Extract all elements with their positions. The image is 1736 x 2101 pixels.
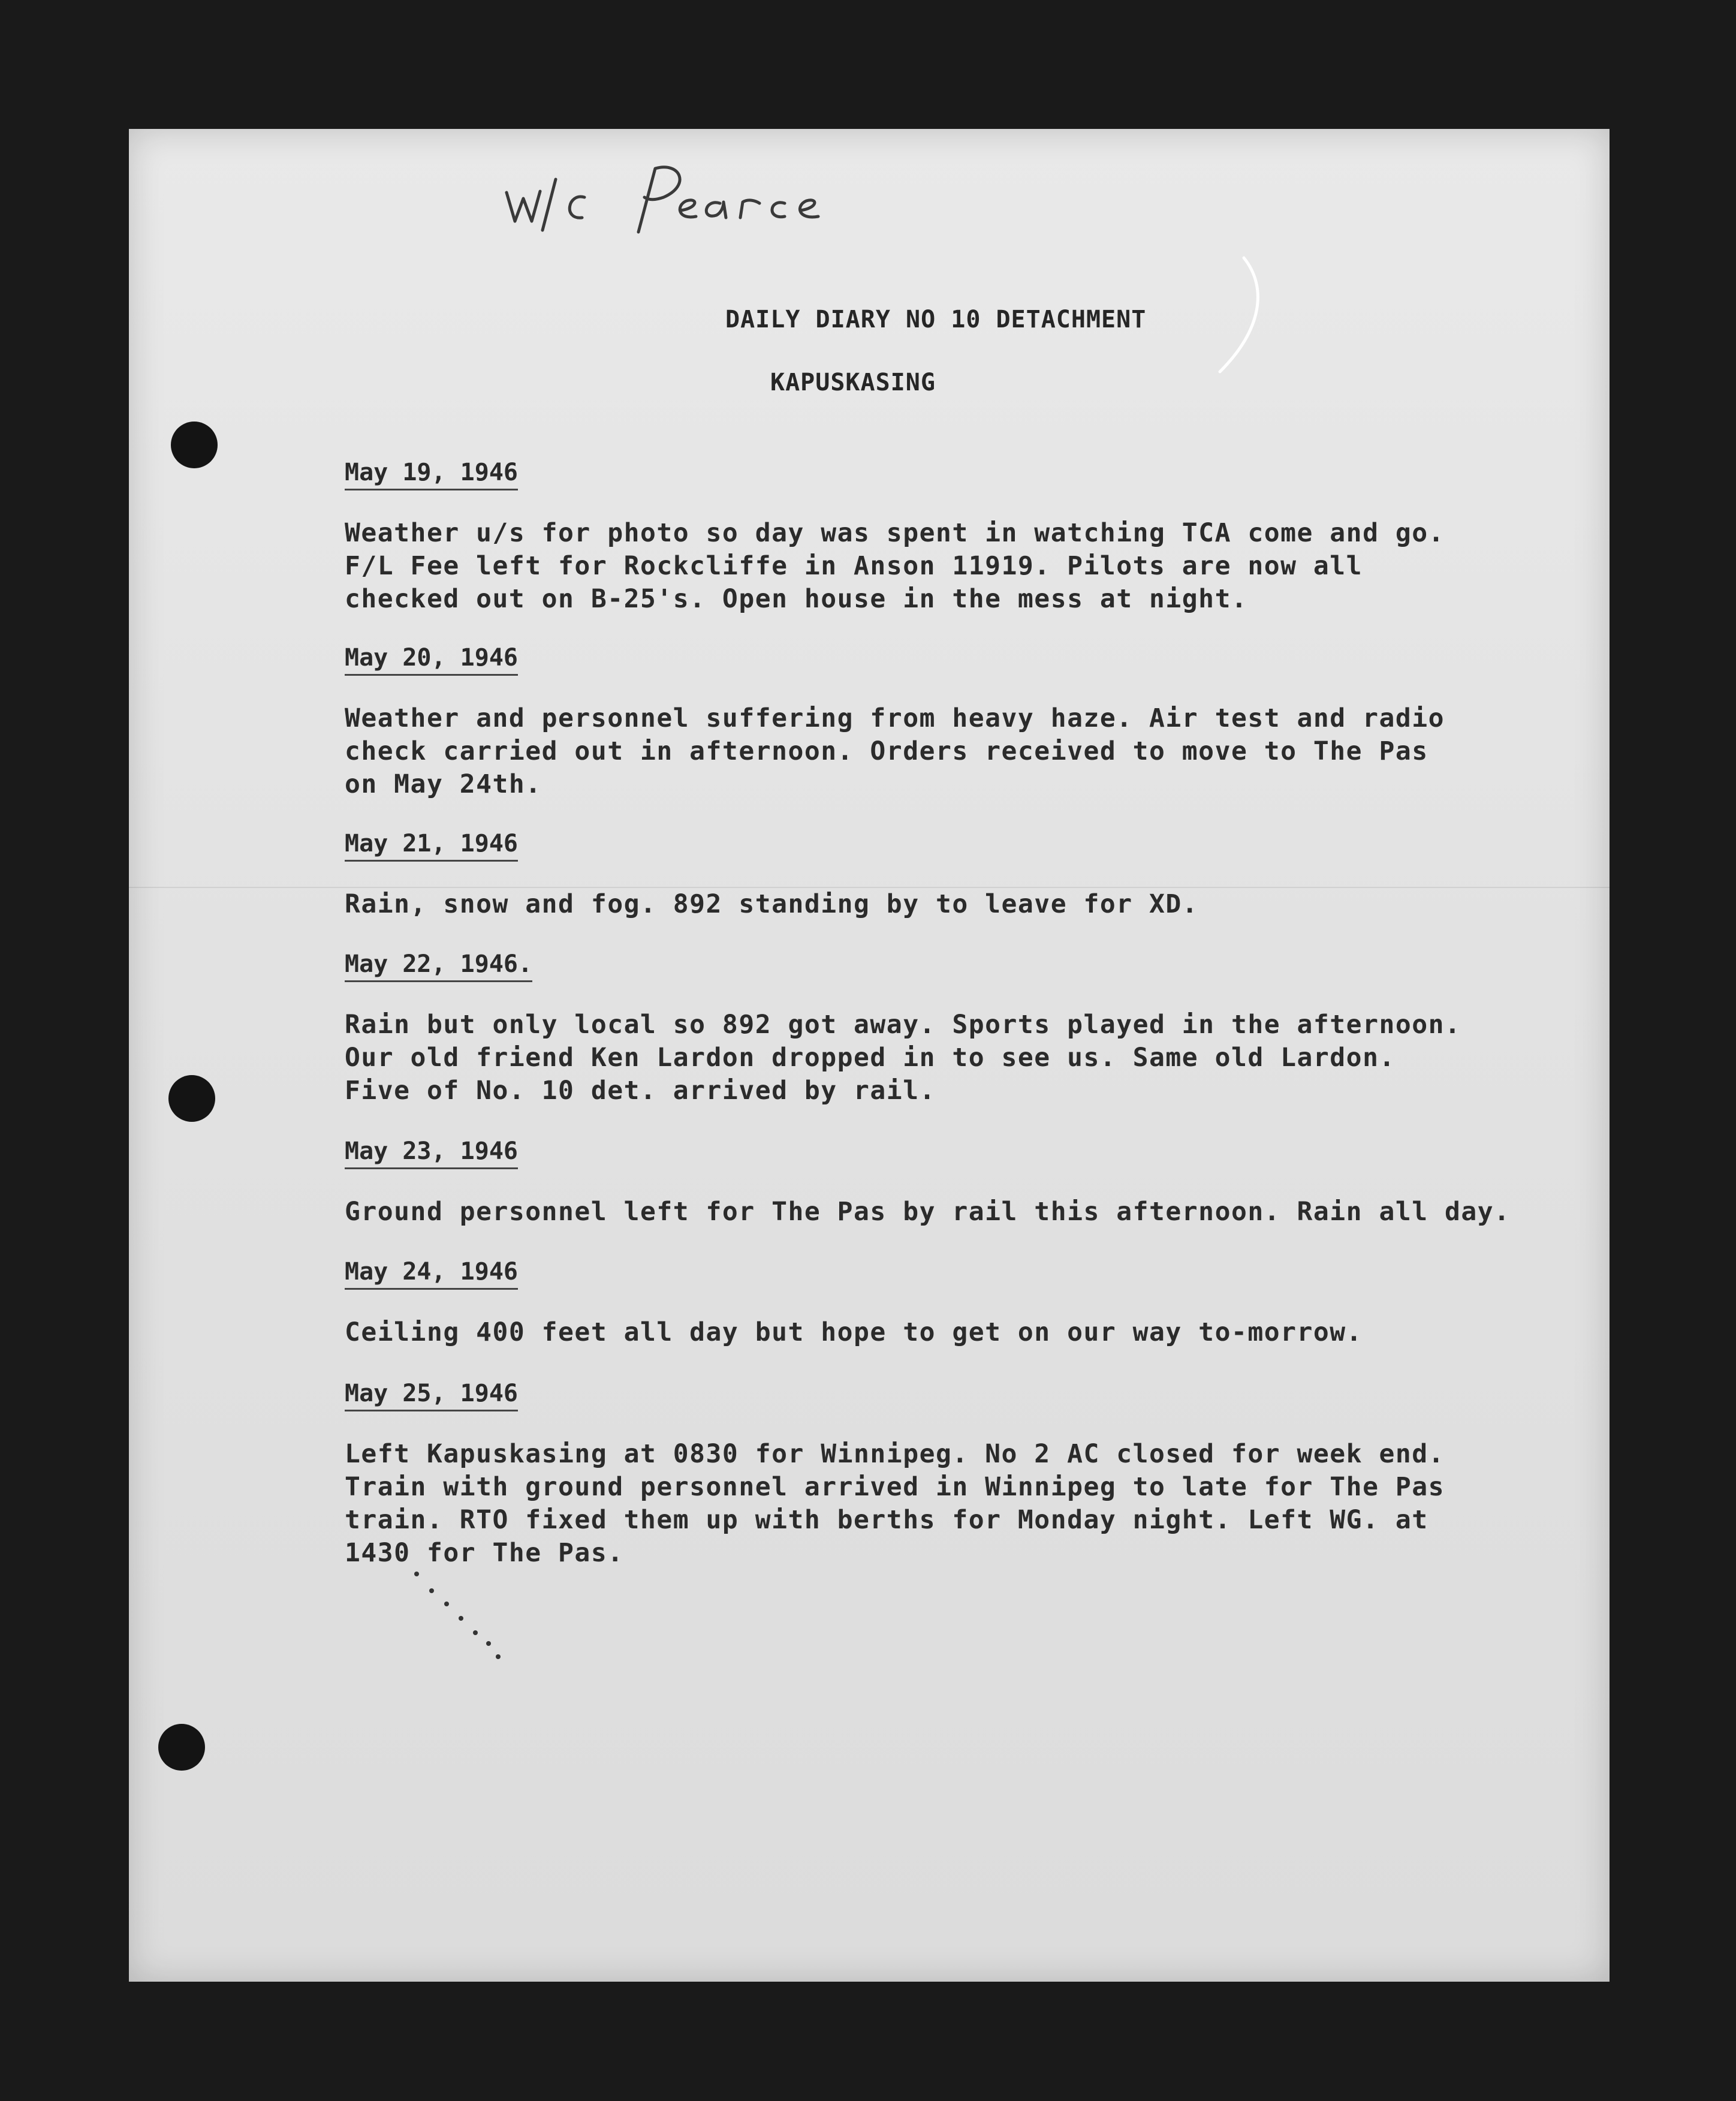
entry-line: on May 24th. [345, 769, 542, 799]
diary-entry [345, 1378, 1544, 1570]
entry-line: Ceiling 400 feet all day but hope to get on our way to-morrow. [345, 1317, 1363, 1347]
entry-body [345, 517, 1544, 616]
entry-date: May 19, 1946 [345, 457, 518, 490]
entry-line: train. RTO fixed them up with berths for Monday night. Left WG. at [345, 1505, 1428, 1535]
diary-entry [345, 457, 1544, 616]
diary-entry [345, 1257, 1544, 1349]
punch-hole-top [171, 422, 218, 468]
entry-date: May 23, 1946 [345, 1136, 518, 1169]
entry-line: Rain but only local so 892 got away. Sports played in the afternoon. [345, 1010, 1461, 1040]
document-title: DAILY DIARY NO 10 DETACHMENT [725, 306, 1147, 333]
entry-line: Weather u/s for photo so day was spent in watching TCA come and go. [345, 518, 1445, 548]
entry-body [345, 1438, 1544, 1570]
entry-line: Train with ground personnel arrived in Winnipeg to late for The Pas [345, 1472, 1445, 1502]
entry-body [345, 1009, 1544, 1107]
entry-line: checked out on B-25's. Open house in the mess at night. [345, 584, 1248, 614]
entry-line: Left Kapuskasing at 0830 for Winnipeg. No 2 AC closed for week end. [345, 1439, 1445, 1469]
entry-body [345, 702, 1544, 801]
entry-line: Rain, snow and fog. 892 standing by to leave for XD. [345, 889, 1199, 919]
entry-date: May 25, 1946 [345, 1378, 518, 1411]
entry-date: May 24, 1946 [345, 1257, 518, 1290]
entry-date: May 20, 1946 [345, 643, 518, 676]
punch-hole-middle [168, 1075, 215, 1122]
diary-entry [345, 949, 1544, 1107]
diary-entry [345, 1136, 1544, 1229]
entry-line: F/L Fee left for Rockcliffe in Anson 11919. Pilots are now all [345, 551, 1363, 581]
entry-line: Five of No. 10 det. arrived by rail. [345, 1076, 936, 1106]
entry-body [345, 1316, 1544, 1349]
diary-entry [345, 829, 1544, 921]
entry-line: Weather and personnel suffering from heavy haze. Air test and radio [345, 703, 1445, 733]
document-page [129, 129, 1610, 1982]
entry-line: 1430 for The Pas. [345, 1538, 624, 1568]
entry-date: May 21, 1946 [345, 829, 518, 862]
punch-hole-bottom [158, 1724, 205, 1771]
diary-entry [345, 643, 1544, 801]
handwritten-note [501, 155, 908, 245]
document-subtitle: KAPUSKASING [770, 369, 936, 396]
entry-body [345, 888, 1544, 921]
entry-line: Our old friend Ken Lardon dropped in to see us. Same old Lardon. [345, 1043, 1396, 1073]
entry-line: check carried out in afternoon. Orders received to move to The Pas [345, 736, 1428, 766]
entry-date: May 22, 1946. [345, 949, 532, 982]
entry-line: Ground personnel left for The Pas by rail this afternoon. Rain all day. [345, 1197, 1511, 1227]
entry-body [345, 1196, 1544, 1229]
